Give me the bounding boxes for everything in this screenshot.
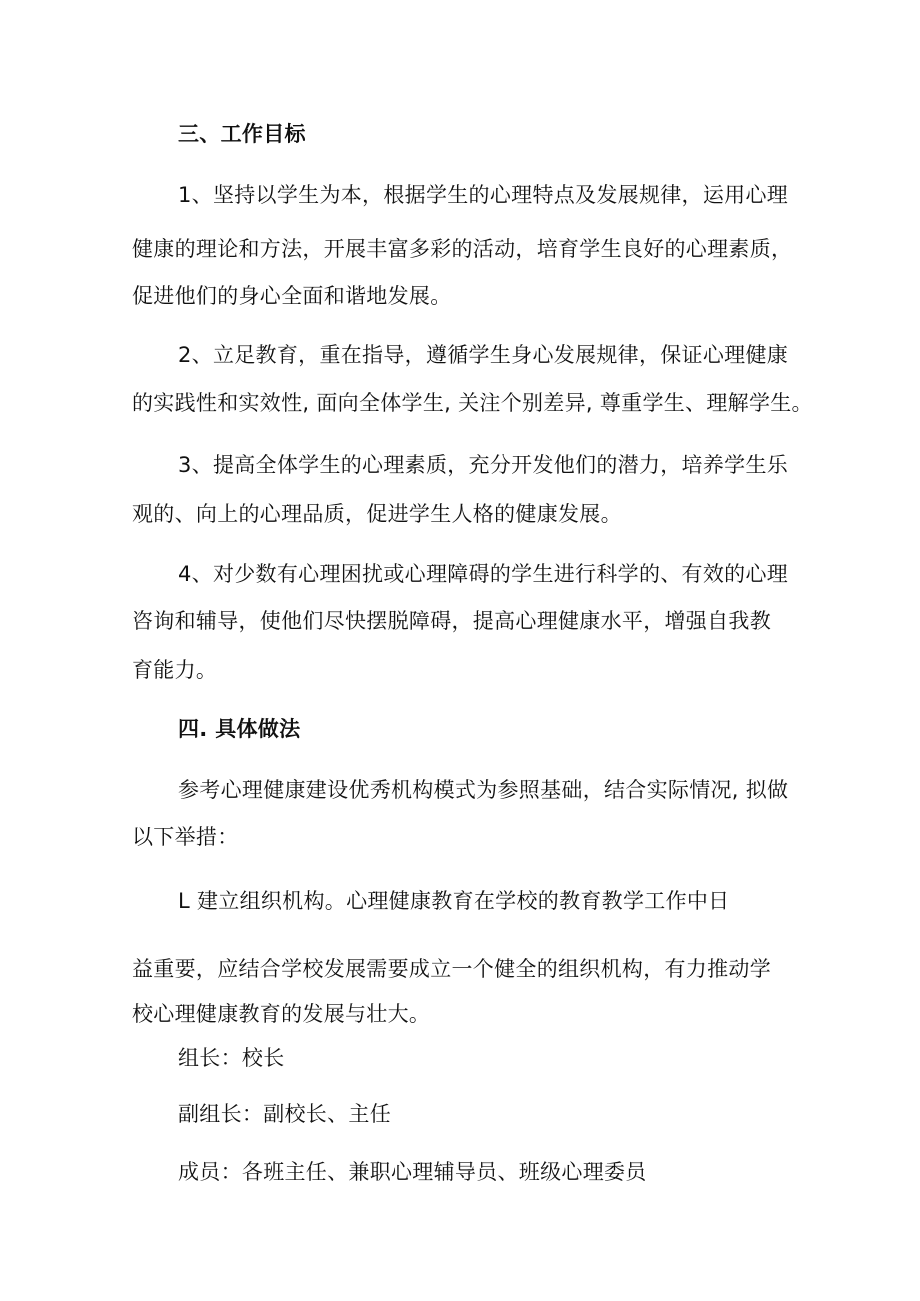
measure-1-line-2: 益重要，应结合学校发展需要成立一个健全的组织机构，有力推动学	[132, 957, 771, 981]
measure-1-line-1: L 建立组织机构。心理健康教育在学校的教育教学工作中日	[178, 889, 730, 913]
goal-1-line-3: 促进他们的身心全面和谐地发展。	[132, 284, 452, 308]
section-heading-measures: 四. 具体做法	[178, 717, 301, 741]
goal-1-line-2: 健康的理论和方法，开展丰富多彩的活动，培育学生良好的心理素质，	[132, 237, 793, 261]
intro-line-1: 参考心理健康建设优秀机构模式为参照基础，结合实际情况, 拟做	[178, 778, 789, 802]
org-deputy: 副组长：副校长、主任	[178, 1102, 391, 1126]
goal-2-line-1: 2、立足教育，重在指导，遵循学生身心发展规律，保证心理健康	[178, 343, 789, 367]
goal-4-line-2: 咨询和辅导，使他们尽快摆脱障碍，提高心理健康水平，增强自我教	[132, 609, 771, 633]
org-leader: 组长：校长	[178, 1046, 285, 1070]
goal-2-line-2: 的实践性和实效性, 面向全体学生, 关注个别差异, 尊重学生、理解学生。	[132, 391, 813, 415]
org-members: 成员：各班主任、兼职心理辅导员、班级心理委员	[178, 1160, 647, 1184]
goal-1-line-1: 1、坚持以学生为本，根据学生的心理特点及发展规律，运用心理	[178, 183, 789, 207]
section-heading-goals: 三、工作目标	[178, 122, 306, 146]
goal-3-line-2: 观的、向上的心理品质，促进学生人格的健康发展。	[132, 502, 622, 526]
intro-line-2: 以下举措：	[132, 825, 239, 849]
goal-4-line-1: 4、对少数有心理困扰或心理障碍的学生进行科学的、有效的心理	[178, 562, 789, 586]
goal-3-line-1: 3、提高全体学生的心理素质，充分开发他们的潜力，培养学生乐	[178, 453, 789, 477]
measure-1-line-3: 校心理健康教育的发展与壮大。	[132, 1002, 431, 1026]
goal-4-line-3: 育能力。	[132, 658, 218, 682]
